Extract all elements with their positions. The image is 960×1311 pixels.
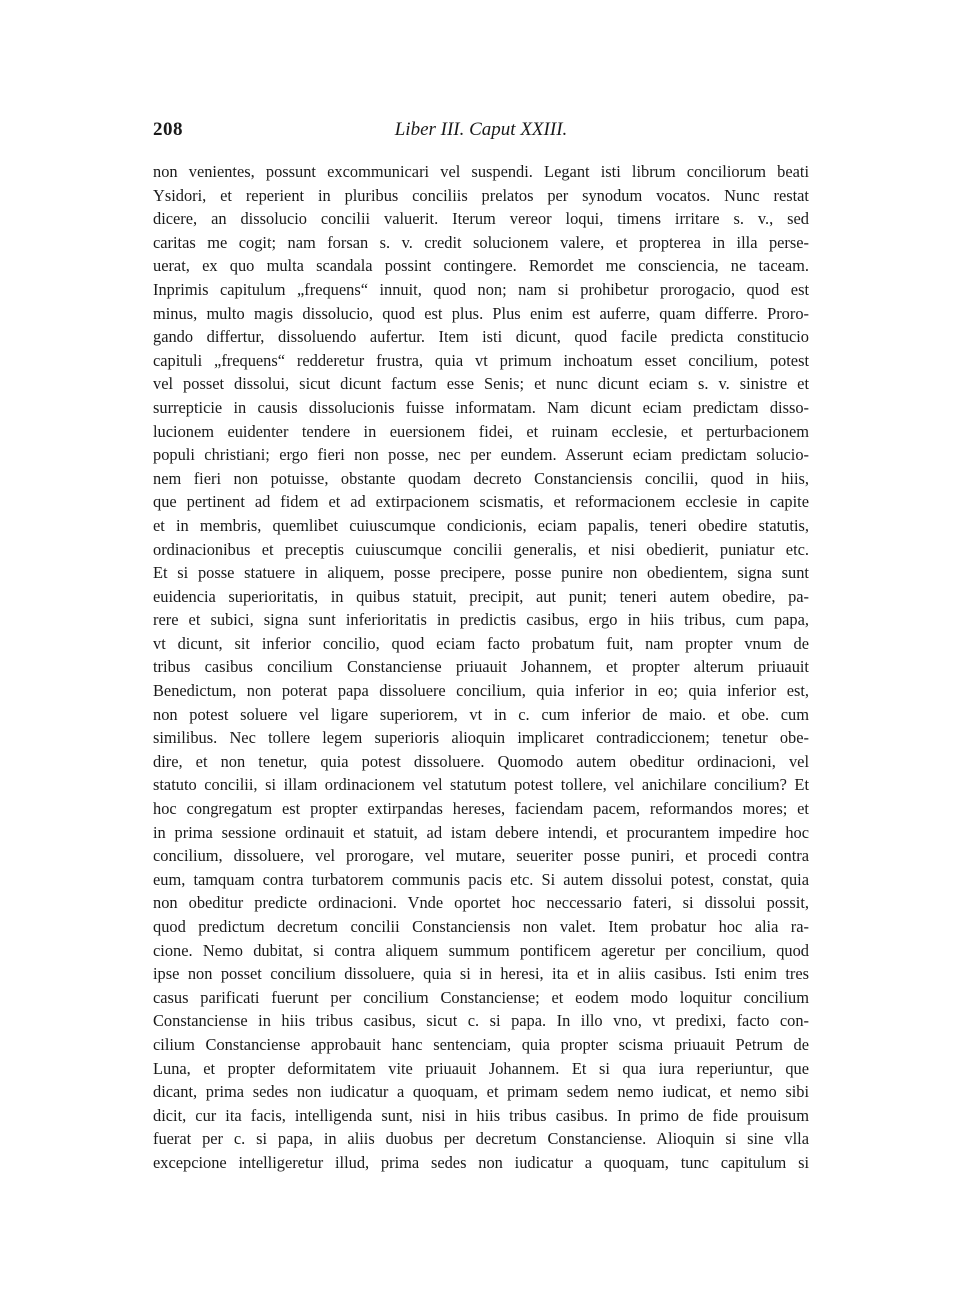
text-line: caritas me cogit; nam forsan s. v. credit solucionem valere, et propterea in illa perse- [153,232,809,252]
text-line: rere et subici, signa sunt inferioritatis in predictis casibus, ergo in hiis tribus, cum papa, [153,610,809,630]
text-line: statuto concilii, si illam ordinacionem vel statutum potest tollere, vel anichilare concilium? Et [153,775,809,795]
text-line: Ysidori, et reperient in pluribus conciliis prelatos per synodum vocatos. Nunc restat [153,185,809,205]
text-line: excepcione intelligeretur illud, prima sedes non iudicatur a quoquam, tunc capitulum si [153,1152,809,1172]
text-line: vt dicunt, sit inferior concilio, quod eciam facto probatum fuit, nam propter vnum de [153,633,809,653]
text-line: non obeditur predicte ordinacioni. Vnde oportet hoc neccessario fateri, si dissolui possit, [153,893,809,913]
text-line: in prima sessione ordinauit et statuit, ad istam debere intendi, et procurantem impedire hoc [153,822,809,842]
running-head: Liber III. Caput XXIII. [394,119,568,140]
text-line: dicit, cur ita facis, intelligenda sunt, nisi in hiis tribus casibus. In primo de fide prouisum [153,1105,809,1125]
text-line: ordinacionibus et preceptis cuiuscumque concilii generalis, et nisi obedierit, puniatur etc. [153,539,809,559]
text-line: gando differtur, dissoluendo aufertur. Item isti dicunt, quod facile predicta constitucio [153,327,809,347]
text-line: similibus. Nec tollere legem superioris alioquin implicaret contradiccionem; tenetur obe- [153,728,809,748]
text-line: non potest soluere vel ligare superiorem, vt in c. cum inferior de maio. et obe. cum [153,704,809,724]
text-line: non venientes, possunt excommunicari vel suspendi. Legant isti librum conciliorum beati [153,162,809,181]
text-line: casus parificati fuerunt per concilium Constanciense; et eodem modo loquitur concilium [153,987,809,1007]
text-line: euidencia superioritatis, in quibus statuit, precipit, aut punit; teneri autem obedire, pa- [153,586,809,606]
page-header [153,119,809,145]
text-line: hoc congregatum est propter extirpandas hereses, faciendam pacem, reformandos mores; et [153,799,809,819]
text-line: cione. Nemo dubitat, si contra aliquem summum pontificem ageretur per concilium, quod [153,940,809,960]
text-line: ipse non posset concilium dissoluere, quia si in heresi, ita et in aliis casibus. Isti enim tres [153,964,809,984]
text-line: fuerat per c. si papa, in aliis duobus per decretum Constanciense. Alioquin si sine vlla [153,1129,809,1149]
text-line: Et si posse statuere in aliquem, posse precipere, posse punire non obedientem, signa sunt [153,563,809,583]
text-line: surrepticie in causis dissolucionis fuisse informatam. Nam dicunt eciam predictam disso- [153,397,809,417]
text-line: concilium, dissoluere, vel prorogare, vel mutare, seueriter posse puniri, et procedi contra [153,846,809,866]
text-line: et in membris, quemlibet cuiuscumque condicionis, eciam papalis, teneri obedire statutis, [153,515,809,535]
body-text [153,160,809,1175]
text-line: que pertinent ad fidem et ad extirpacionem scismatis, et reformacionem ecclesie in capite [153,492,809,512]
text-line: dicere, an dissolucio concilii valuerit. Iterum vereor loqui, timens irritare s. v., sed [153,209,809,229]
text-line: vel posset dissolui, sicut dicunt factum esse Senis; et nunc dicunt eciam s. v. sinistre et [153,374,809,394]
text-line: Benedictum, non poterat papa dissoluere concilium, quia inferior in eo; quia inferior est, [153,681,809,701]
text-line: nem fieri non potuisse, obstante quodam decreto Constanciensis concilii, quod in hiis, [153,468,809,488]
text-line: eum, tamquam contra turbatorem communis pacis etc. Si autem dissolui potest, constat, quia [153,869,809,889]
text-line: populi christiani; ergo fieri non posse, nec per eundem. Asserunt eciam predictam solucio- [153,445,809,465]
text-line: Constanciense in hiis tribus casibus, sicut c. si papa. In illo vno, vt predixi, facto con- [153,1011,809,1031]
text-line: cilium Constanciense approbauit hanc sentenciam, quia propter scisma priuauit Petrum de [153,1034,809,1054]
text-line: quod predictum decretum concilii Constanciensis non valet. Item probatur hoc alia ra- [153,917,809,936]
text-line: Inprimis capitulum „frequens“ innuit, quod non; nam si prohibetur prorogacio, quod est [153,279,809,299]
text-line: dire, et non tenetur, quia potest dissoluere. Quomodo autem obeditur ordinacioni, vel [153,751,809,771]
text-line: capituli „frequens“ redderetur frustra, quia vt primum inchoatum esset concilium, potest [153,350,809,370]
text-line: minus, multo magis dissolucio, quod est plus. Plus enim est auferre, quam differre. Proro- [153,303,809,323]
text-line: lucionem euidenter tendere in euersionem fidei, et ruinam ecclesie, et perturbacionem [153,421,809,441]
text-line: uerat, ex quo multa scandala possint contingere. Remordet me consciencia, ne taceam. [153,256,809,276]
text-line: Luna, et propter deformitatem vite priuauit Johannem. Et si qua iura reperiuntur, que [153,1058,809,1078]
page-number: 208 [153,119,183,140]
text-line: tribus casibus concilium Constanciense priuauit Johannem, et propter alterum priuauit [153,657,809,677]
text-line: dicant, prima sedes non iudicatur a quoquam, et primam sedem nemo iudicat, et nemo sibi [153,1082,809,1102]
